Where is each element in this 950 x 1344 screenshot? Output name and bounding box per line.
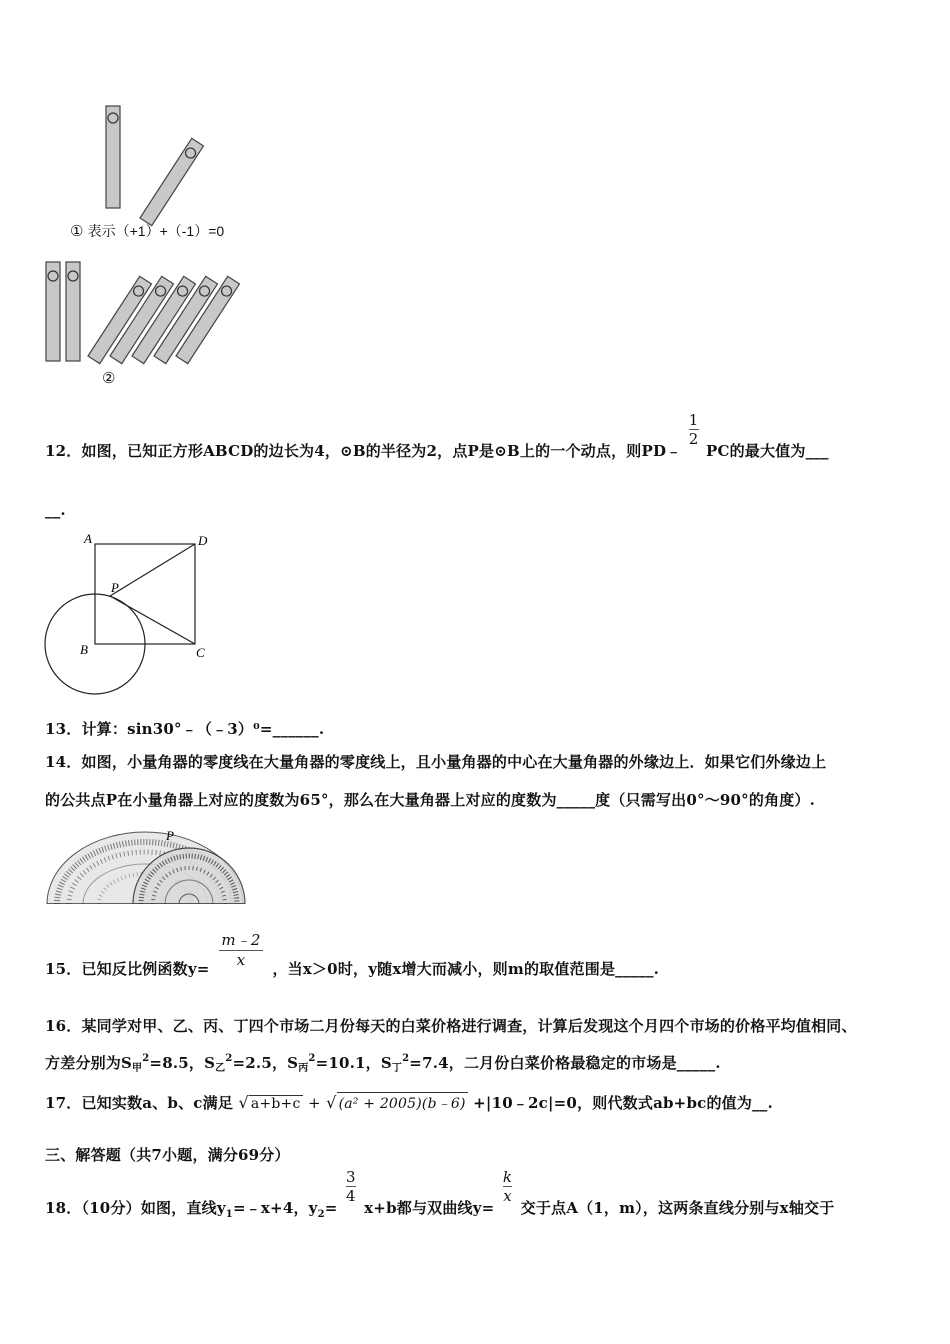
fraction-denominator: x — [503, 1187, 512, 1205]
superscript: 2 — [308, 1053, 316, 1064]
q15-text-b: ，当x＞0时，y随x增大而减小，则m的取值范围是_____. — [272, 960, 660, 978]
fraction-denominator: 4 — [345, 1187, 356, 1205]
q12-fraction — [689, 411, 699, 448]
fig11-caption-2 — [102, 369, 115, 387]
fig11-caption-1 — [70, 221, 224, 241]
fraction-numerator: 3 — [345, 1168, 356, 1186]
question-16-line-1: 16．某同学对甲、乙、丙、丁四个市场二月份每天的白菜价格进行调查，计算后发现这个月四个市场的价格平均值相同、 — [45, 1017, 857, 1035]
q16-text: =10.1，S — [315, 1054, 392, 1072]
q18-text-e: 交于点A（1，m），这两条直线分别与x轴交于 — [520, 1198, 835, 1217]
label-p: P — [111, 580, 119, 595]
q12-figure — [40, 530, 230, 700]
q18-fraction-2 — [503, 1168, 512, 1205]
question-12-cont: __. — [45, 501, 66, 519]
section-title: 三、解答题（共7小题，满分69分） — [45, 1146, 290, 1164]
q12-text-b: PC的最大值为___ — [705, 441, 829, 460]
q16-text: 方差分别为S — [45, 1054, 133, 1072]
caption-text: 表示（+1）+（-1）=0 — [87, 223, 225, 239]
protractor-figure — [45, 828, 247, 908]
question-14-line-2: 的公共点P在小量角器上对应的度数为65°，那么在大量角器上对应的度数为_____度（只需写出0°～90°的角度）. — [45, 791, 816, 809]
sqrt-sign: √ — [238, 1093, 249, 1112]
fraction-numerator: 1 — [688, 411, 699, 429]
subscript: 1 — [225, 1208, 233, 1220]
label-p: P — [166, 828, 174, 843]
label-a: A — [84, 531, 92, 546]
label-b: B — [80, 642, 88, 657]
q15-fraction — [219, 929, 263, 969]
q11-figure — [40, 100, 280, 400]
q17-text-a: 17．已知实数a、b、c满足 — [45, 1094, 234, 1112]
question-17 — [45, 1092, 773, 1113]
question-13: 13．计算：sin30°﹣（﹣3）⁰=______. — [45, 720, 325, 738]
stick-positive — [106, 106, 120, 208]
plus-sign: + — [307, 1094, 321, 1112]
question-16-line-2 — [45, 1052, 721, 1073]
stick-positive — [46, 262, 60, 361]
sqrt-radicand-2: (a² + 2005)(b﹣6) — [337, 1092, 468, 1113]
question-15 — [45, 929, 659, 979]
fraction-denominator: 2 — [688, 430, 699, 448]
stick-negative — [140, 138, 203, 225]
label-d: D — [198, 533, 208, 548]
subscript: 2 — [317, 1208, 325, 1220]
label-c: C — [196, 645, 205, 660]
subscript: 甲 — [132, 1063, 143, 1074]
question-18 — [45, 1168, 834, 1228]
q16-text: =8.5，S — [149, 1054, 216, 1072]
fraction-numerator: m﹣2 — [221, 931, 261, 949]
q15-text-a: 15．已知反比例函数y= — [45, 960, 210, 978]
fraction-numerator: k — [502, 1168, 513, 1186]
q18-text-a: 18．（10分）如图，直线y — [45, 1198, 226, 1217]
q16-text: =7.4，二月份白菜价格最稳定的市场是_____. — [409, 1054, 721, 1072]
q18-text-d: x+b都与双曲线y= — [364, 1198, 495, 1217]
subscript: 乙 — [215, 1063, 226, 1074]
q18-text-b: =﹣x+4，y — [232, 1198, 318, 1217]
subscript: 丙 — [298, 1063, 309, 1074]
superscript: 2 — [402, 1053, 410, 1064]
fraction-denominator: x — [219, 950, 263, 969]
stick-positive — [66, 262, 80, 361]
q18-fraction-1 — [346, 1168, 356, 1205]
q17-text-b: +|10﹣2c|=0，则代数式ab+bc的值为__. — [473, 1094, 773, 1112]
q12-text-a: 12．如图，已知正方形ABCD的边长为4，⊙B的半径为2，点P是⊙B上的一个动点，则PD﹣ — [45, 441, 682, 460]
caption-number: ② — [102, 370, 116, 387]
caption-number: ① — [70, 223, 84, 240]
q16-text: =2.5，S — [232, 1054, 299, 1072]
question-12 — [45, 411, 829, 461]
subscript: 丁 — [391, 1063, 403, 1074]
sqrt-sign: √ — [326, 1093, 337, 1112]
superscript: 2 — [142, 1053, 150, 1064]
superscript: 2 — [225, 1053, 233, 1064]
question-14-line-1: 14．如图，小量角器的零度线在大量角器的零度线上，且小量角器的中心在大量角器的外缘边上．如果它们外缘边上 — [45, 753, 827, 771]
q18-text-c: = — [324, 1198, 338, 1217]
sqrt-radicand-1: a+b+c — [250, 1096, 301, 1112]
